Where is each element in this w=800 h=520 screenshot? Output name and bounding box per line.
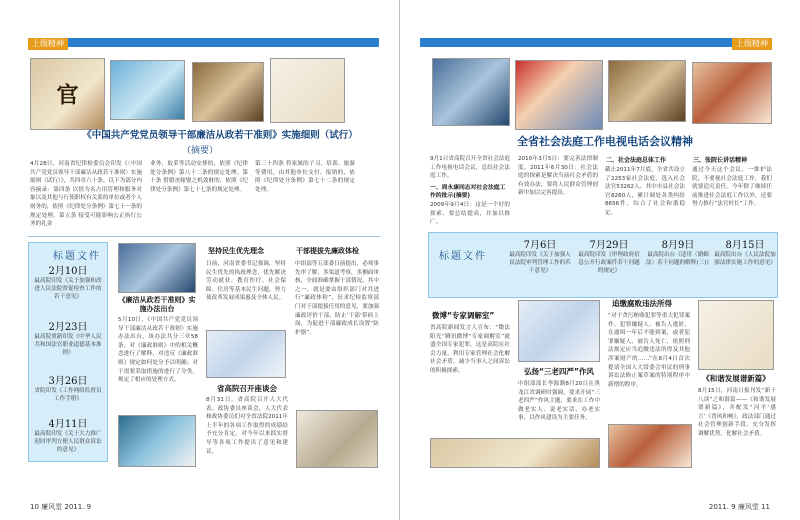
- harmony-body: 8月15日，河南日报刊发“新十八谈”之和谐篇——《和谐发展谱新篇》，并配发“河平‘感言’《普风和畅》，政法部门通过社会管理创新手段，充分发挥调解优势，化解社会矛盾。: [698, 388, 776, 437]
- date-description: 最高院印发《关于加强和改进人民法院督促检查工作的若干意见》: [34, 278, 102, 300]
- date-description: 最高院印发《关于加强人民法院审判管理工作的若干意见》: [509, 252, 571, 274]
- col3-heading: 坚持民生优先理念: [208, 247, 264, 255]
- bottom-caption: 省高院召开座谈会: [217, 384, 277, 393]
- sanlao-body: 中组部部长李源潮8月20日在黑龙江省调研时强调，要求开展“三老四严”作风主题，要求在工作中做老实人、说老实话、办老实事，以作风建设为主要任务。: [518, 381, 600, 422]
- issue-date: 2011. 9: [64, 503, 92, 511]
- date-description: 省院印发《工作网络监督员工作手册》: [34, 388, 102, 402]
- right-col1-body2: 2009年9月4日：这是一个好的探索，要总结提高，并加以推广。: [430, 202, 510, 226]
- weibo-heading: 微博“专家调解室”: [432, 311, 495, 320]
- left-section-label: 上级精神: [28, 38, 68, 50]
- date-description: 最高院印发《关于大力推广迎回审判方便人民群众诉讼的意见》: [34, 431, 102, 453]
- recovery-heading: 追缴腐败违法所得: [612, 299, 672, 308]
- photo-award-ceremony: [518, 300, 600, 362]
- photo-officials: [118, 243, 196, 293]
- left-date-item[interactable]: [32, 415, 104, 454]
- photo-group-event: [430, 438, 600, 468]
- left-body-col1: 4月28日，河南省纪律检委员会印发《〈中国共产党党员领导干部廉洁从政若干准则〉实施细则（试行）》，共四章六十条。以下为部分内容摘录：第四条 以情为名占用管理和服务对象以及其他与行使职权有关系的单位或者个人财务的，依照《纪律处分条例》第七十一条的规定处理。第五条 接受可能影响公正执行公务的礼金: [30, 161, 142, 228]
- photo-conference-room: [206, 330, 286, 378]
- photo-flowers: [692, 62, 772, 124]
- right-footer: [709, 502, 770, 512]
- right-date-item[interactable]: [577, 236, 641, 275]
- magazine-name: 廉风堂: [41, 503, 63, 511]
- right-col4-body: 通过今天这个会议，一维护法院，不要视社会法庭工作，我们就要追究责任。今年除了继续任前推进社会法庭工作以外，还要努力推行“法官村长”工作。: [692, 167, 772, 208]
- photo-woman-speaker: [608, 424, 692, 468]
- left-main-title: 《中国共产党党员领导干部廉洁从政若干准则》实施细则（试行）: [82, 130, 358, 141]
- photo-podium: [608, 60, 686, 122]
- right-page: [400, 0, 800, 520]
- right-col1-heading: 一、周永康同志对社会法庭工作的批示(摘要): [430, 185, 506, 199]
- page-number: 10: [30, 503, 39, 511]
- date-day: 8月9日: [661, 240, 695, 251]
- photo-meeting-hall: [432, 58, 510, 126]
- photo-monument: [118, 415, 196, 467]
- date-description: 最高院重新印发《中华人民共和国法官职业道德基本准则》: [34, 334, 102, 356]
- left-date-item[interactable]: [32, 372, 104, 403]
- bottom-body: 8月31日，省高院召开人大代表、政协委员座谈会，人大代表和政协委员们对全省法院2011年上半年的各项工作取得的成绩给予充分肯定，对今年以来抓实督导等各项工作提出了意见和建议。: [206, 397, 288, 455]
- left-footer: [30, 502, 91, 512]
- col4-heading: 干部提拔先廉政体检: [296, 247, 359, 255]
- photo-book-cover: [30, 58, 105, 130]
- right-col3-heading: 二、社会法庭总体工作: [606, 157, 667, 164]
- left-body-col3: 第三十四条 将家属的子习、培训、旅游等费用，由其他单位支付、报销的，依照《纪律处分条例》第七十二条的规定处理。: [255, 161, 355, 193]
- col3-body: 日前，河南省委书记强调，坚持民生优先的执政理念，优先解决劳动就业、教育医疗、社会保障、住房等基本民生问题，努力使改革发展成果惠及全体人民。: [206, 261, 286, 302]
- date-day: 4月11日: [48, 419, 88, 430]
- left-date-item[interactable]: [32, 318, 104, 357]
- photo-speaker: [515, 60, 603, 130]
- date-day: 7月29日: [589, 240, 629, 251]
- date-description: 最高院印发《审理政府信息公开行政案件若干问题的规定》: [578, 252, 640, 274]
- right-col4-heading: 三、张院长讲话精神: [693, 157, 748, 164]
- date-day: 7月6日: [523, 240, 557, 251]
- sanlao-caption: 弘扬“三老四严”作风: [524, 367, 594, 376]
- right-date-item[interactable]: [646, 236, 710, 267]
- right-main-title: 全省社会法庭工作电视电话会议精神: [517, 135, 693, 148]
- col4-body: 中组部等五部委日前提出，必须事先审了解、多渠道考察，多侧面审核，全面准确掌握干部情况。其中之一，就是要由组织部门对其进行“廉政体检”，征求纪检监察部门对干部提拔任用的意见，要加强廉政评价干部，防止‘干部’带病上岗，为促进干部廉政成长设置“防护器”。: [295, 261, 379, 336]
- right-top-bar: [420, 38, 772, 47]
- recovery-body: “对于贪污贿赂犯罪等重大犯罪案件，犯罪嫌疑人、被告人逃匿，在通缉一年后不能到案，或者犯罪嫌疑人、被告人死亡，依照刑法规定应当追缴违法所得及其他涉案财产的……”在8月4日首次提请全国人大常委会审议的刑事诉讼法修正案草案的特别程序中新增的程序。: [608, 313, 690, 388]
- left-top-bar: [28, 38, 379, 47]
- left-main-subtitle: （摘要）: [181, 146, 218, 156]
- date-day: 2月23日: [48, 322, 88, 333]
- right-col3-body: 截止2011年7月底，全省共设立了2253家社会法庭，选入社会法官53262人。其中市县社会法官8260人，累计调处各类纠纷8656件，综合了社会和谐稳定。: [605, 167, 685, 216]
- mid-caption: 《廉洁从政若干准则》实施办法出台: [118, 296, 196, 313]
- right-date-item[interactable]: [508, 236, 572, 275]
- photo-bottle: [110, 60, 185, 120]
- date-day: 3月26日: [48, 376, 88, 387]
- right-date-item[interactable]: [714, 236, 776, 267]
- date-description: 最高院出台《适用〈婚姻法〉若干问题的解释(三)》: [646, 252, 712, 266]
- left-date-item[interactable]: [32, 262, 104, 301]
- left-body-col2: 业务，取采等活动安排的，依照《纪律处分条例》第八十二条的规定处理。第十条 借婚丧嫁娶之机敛财的，依照《纪律处分条例》第七十七条的规定处理。: [150, 161, 248, 193]
- magazine-name: 廉风堂: [737, 503, 759, 511]
- photo-gift-box: [192, 62, 264, 122]
- right-col2-body: 2010年3月5日：要完善法律制度。2011年6月30日：社会法庭的探索是解决当前社会矛盾的有效办法，要将人民群众管理创新中加以完善提高。: [518, 156, 598, 197]
- date-day: 8月15日: [725, 240, 765, 251]
- mid-body: 5月10日，《中国共产党党员领导干部廉洁从政若干准则》实施办法出台，该办法共分三章58条。对《廉政准则》中的相关概念进行了解释，对违反《廉政准则》规定如何处分予以明确；对于需要采取措施的进行了分类，规定了相应的处理方式。: [118, 317, 198, 384]
- date-description: 最高院出台《人民法院加强法律实施工作的意见》: [714, 252, 776, 266]
- left-document-list-title: 标题文件: [53, 251, 101, 262]
- right-col1-body: 9月1日省高院召开全省社会法庭工作电视电话会议，总结社会法庭工作。: [430, 156, 510, 180]
- left-divider: [28, 236, 380, 237]
- right-document-list-title: 标题文件: [439, 251, 487, 262]
- issue-date: 2011. 9: [708, 503, 736, 511]
- right-section-label: 上级精神: [732, 38, 772, 50]
- weibo-body: 省高院新闻发言人宣布：“微法阳光”腾讯微博“专家调解室”就盛全国专家犯罪，这是高院在社会力量，利用专家管理社会化解社会矛盾、减少当事人之间诉讼的积极探索。: [430, 325, 510, 374]
- photo-calligraphy: [270, 58, 345, 123]
- date-day: 2月10日: [48, 266, 88, 277]
- photo-newspaper: [698, 300, 774, 370]
- harmony-caption: 《和谐发展谱新篇》: [702, 374, 770, 383]
- page-number: 11: [761, 503, 770, 511]
- photo-comic: [296, 410, 378, 468]
- guan-character-icon: 官: [56, 82, 79, 109]
